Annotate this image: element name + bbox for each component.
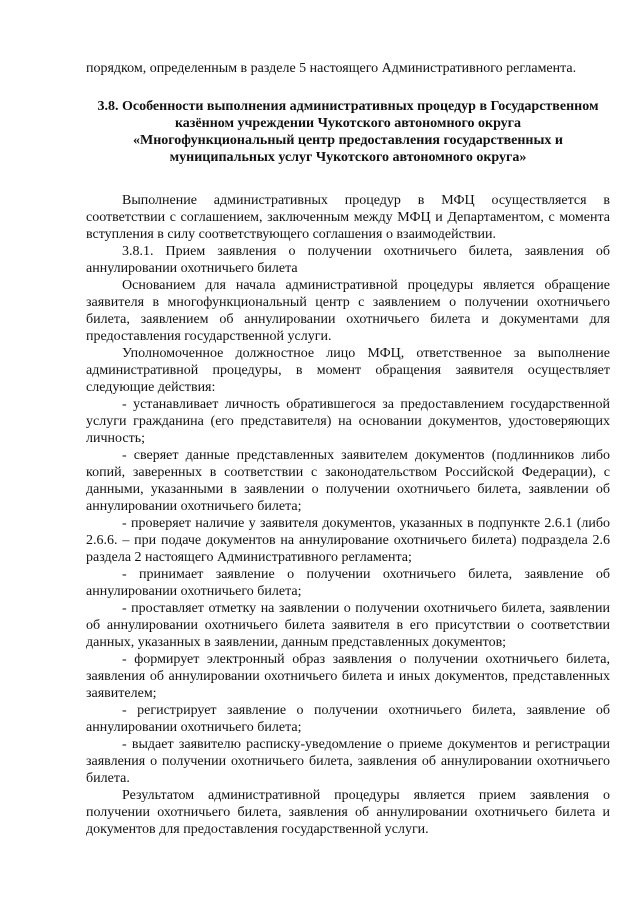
list-item: - формирует электронный образ заявления о получении охотничьего билета, заявления об аннулировании охотничьего билета и иных документов, представленных заявителем; bbox=[86, 652, 610, 701]
list-item: - регистрирует заявление о получении охотничьего билета, заявление об аннулировании охотничьего билета; bbox=[86, 703, 610, 735]
heading-line: муниципальных услуг Чукотского автономного округа» bbox=[169, 150, 527, 165]
body-paragraph: Результатом административной процедуры является прием заявления о получении охотничьего билета, заявления об аннулировании охотничьего билета и документов для предоставления государственной услуги. bbox=[86, 788, 610, 837]
list-item: - проверяет наличие у заявителя документов, указанных в подпункте 2.6.1 (либо 2.6.6. – при подаче документов на аннулирование охотничьего билета) подраздела 2.6 раздела 2 настоящего Административного регламента; bbox=[86, 516, 610, 565]
subsection-title: 3.8.1. Прием заявления о получении охотничьего билета, заявления об аннулировании охотничьего билета bbox=[86, 244, 610, 276]
list-item: - проставляет отметку на заявлении о получении охотничьего билета, заявлении об аннулировании охотничьего билета заявителя в его присутствии о соответствии данных, указанных в заявлении, данным представленных документов; bbox=[86, 601, 610, 650]
section-body bbox=[86, 192, 610, 838]
heading-line: «Многофункциональный центр предоставления государственных и bbox=[133, 133, 563, 148]
body-paragraph: Выполнение административных процедур в МФЦ осуществляется в соответствии с соглашением, заключенным между МФЦ и Департаментом, с момента вступления в силу соответствующего соглашения о взаимодействии. bbox=[86, 193, 610, 242]
body-paragraph: Уполномоченное должностное лицо МФЦ, ответственное за выполнение административной процедуры, в момент обращения заявителя осуществляет следующие действия: bbox=[86, 346, 610, 395]
heading-line: казённом учреждении Чукотского автономного округа bbox=[174, 116, 522, 131]
heading-line: 3.8. Особенности выполнения административных процедур в Государственном bbox=[97, 99, 599, 114]
list-item: - устанавливает личность обратившегося за предоставлением государственной услуги гражданина (его представителя) на основании документов, удостоверяющих личность; bbox=[86, 397, 610, 446]
list-item: - выдает заявителю расписку-уведомление о приеме документов и регистрации заявления о получении охотничьего билета, заявления об аннулировании охотничьего билета. bbox=[86, 737, 610, 786]
body-paragraph: Основанием для начала административной процедуры является обращение заявителя в многофункциональный центр с заявлением о получении охотничьего билета, заявлением об аннулировании охотничьего билета и документами для предоставления государственной услуги. bbox=[86, 278, 610, 344]
list-item: - сверяет данные представленных заявителем документов (подлинников либо копий, заверенных в соответствии с законодательством Российской Федерации), с данными, указанными в заявлении о получении охотничьего билета, заявлении об аннулировании охотничьего билета; bbox=[86, 448, 610, 514]
list-item: - принимает заявление о получении охотничьего билета, заявление об аннулировании охотничьего билета; bbox=[86, 567, 610, 599]
lead-paragraph: порядком, определенным в разделе 5 настоящего Административного регламента. bbox=[86, 61, 577, 76]
section-heading bbox=[86, 98, 610, 166]
